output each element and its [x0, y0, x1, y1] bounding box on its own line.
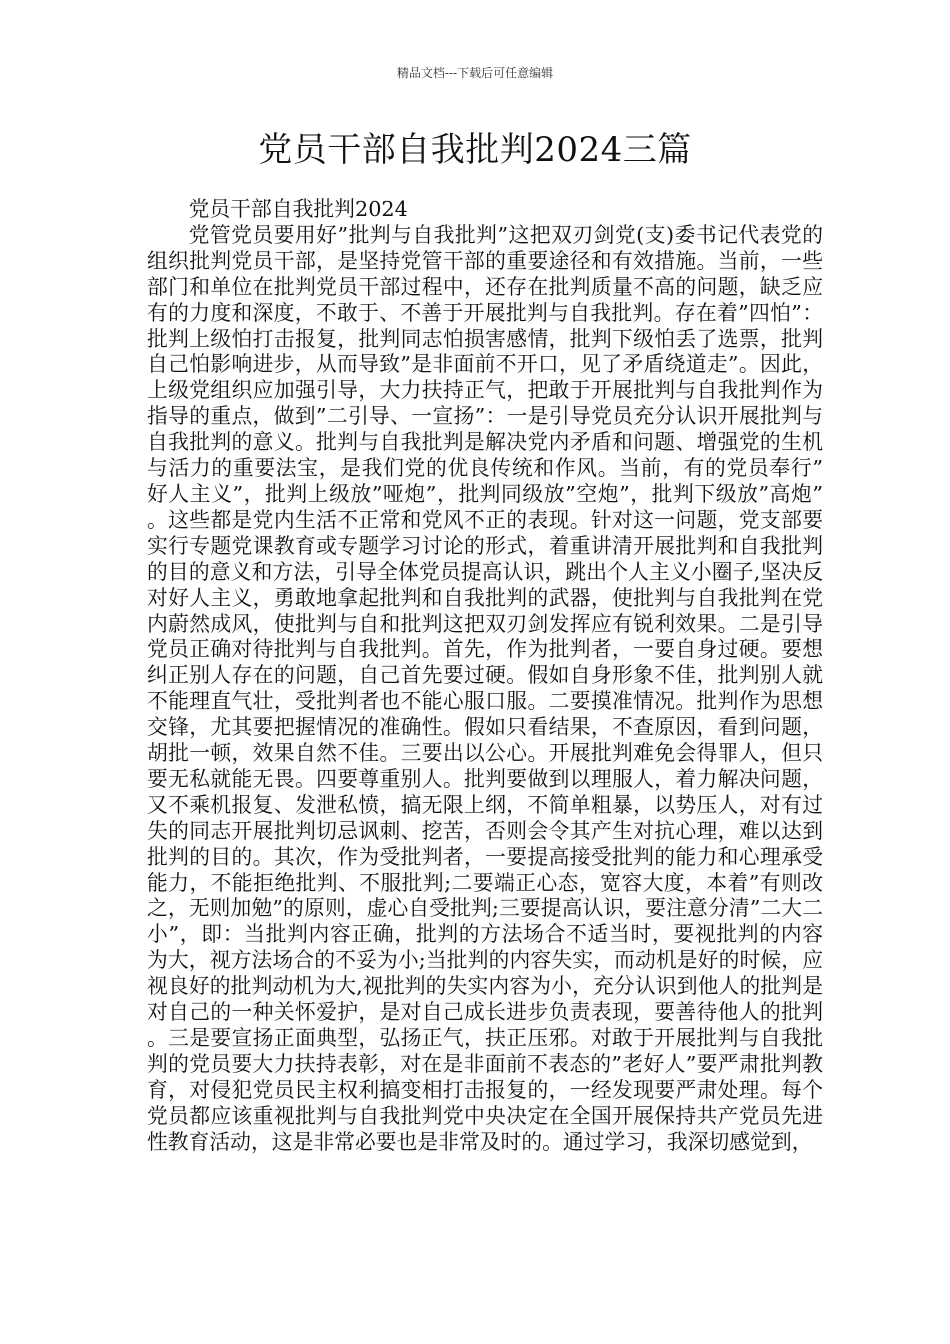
page-header: 精品文档---下载后可任意编辑: [396, 66, 554, 80]
body-paragraph: 党管党员要用好”批判与自我批判”这把双刃剑党(支)委书记代表党的组织批判党员干部，是坚持党管干部的重要途径和有效措施。当前，一些部门和单位在批判党员干部过程中，还存在批判质量不高的问题，缺乏应有的力度和深度，不敢于、不善于开展批判与自我批判。存在着”四怕”：批判上级怕打击报复，批判同志怕损害感情，批判下级怕丢了选票，批判自己怕影响进步，从而导致”是非面前不开口，见了矛盾绕道走”。因此，上级党组织应加强引导，大力扶持正气，把敢于开展批判与自我批判作为指导的重点，做到”二引导、一宣扬”：一是引导党员充分认识开展批判与自我批判的意义。批判与自我批判是解决党内矛盾和问题、增强党的生机与活力的重要法宝，是我们党的优良传统和作风。当前，有的党员奉行”好人主义”，批判上级放”哑炮”，批判同级放”空炮”，批判下级放”高炮”。这些都是党内生活不正常和党风不正的表现。针对这一问题，党支部要实行专题党课教育或专题学习讨论的形式，着重讲清开展批判和自我批判的目的意义和方法，引导全体党员提高认识，跳出个人主义小圈子,坚决反对好人主义，勇敢地拿起批判和自我批判的武器，使批判与自我批判在党内蔚然成风，使批判与自和批判这把双刃剑发挥应有锐利效果。二是引导党员正确对待批判与自我批判。首先，作为批判者，一要自身过硬。要想纠正别人存在的问题，自己首先要过硬。假如自身形象不佳，批判别人就不能理直气壮，受批判者也不能心服口服。二要摸准情况。批判作为思想交锋，尤其要把握情况的准确性。假如只看结果，不查原因，看到问题，胡批一顿，效果自然不佳。三要出以公心。开展批判难免会得罪人，但只要无私就能无畏。四要尊重别人。批判要做到以理服人，着力解决问题，又不乘机报复、发泄私愤，搞无限上纲，不简单粗暴，以势压人，对有过失的同志开展批判切忌讽刺、挖苦，否则会令其产生对抗心理，难以达到批判的目的。其次，作为受批判者，一要提高接受批判的能力和心理承受能力，不能拒绝批判、不服批判;二要端正心态，宽容大度，本着”有则改之，无则加勉”的原则，虚心自受批判;三要提高认识，要注意分清”二大二小”，即：当批判内容正确，批判的方法场合不适当时，要视批判的内容为大，视方法场合的不妥为小;当批判的内容失实，而动机是好的时候，应视良好的批判动机为大,视批判的失实内容为小，充分认识到他人的批判是对自己的一种关怀爱护，是对自己成长进步负责表现，要善待他人的批判。三是要宣扬正面典型，弘扬正气，扶正压邪。对敢于开展批判与自我批判的党员要大力扶持表彰，对在是非面前不表态的”老好人”要严肃批判教育，对侵犯党员民主权利搞变相打击报复的，一经发现要严肃处理。每个党员都应该重视批判与自我批判党中央决定在全国开展保持共产党员先进性教育活动，这是非常必要也是非常及时的。通过学习，我深切感觉到，: [147, 222, 823, 1154]
document-subtitle: 党员干部自我批判2024: [188, 197, 408, 221]
document-body: [147, 197, 823, 1156]
document-title: 党员干部自我批判2024三篇: [258, 130, 692, 170]
